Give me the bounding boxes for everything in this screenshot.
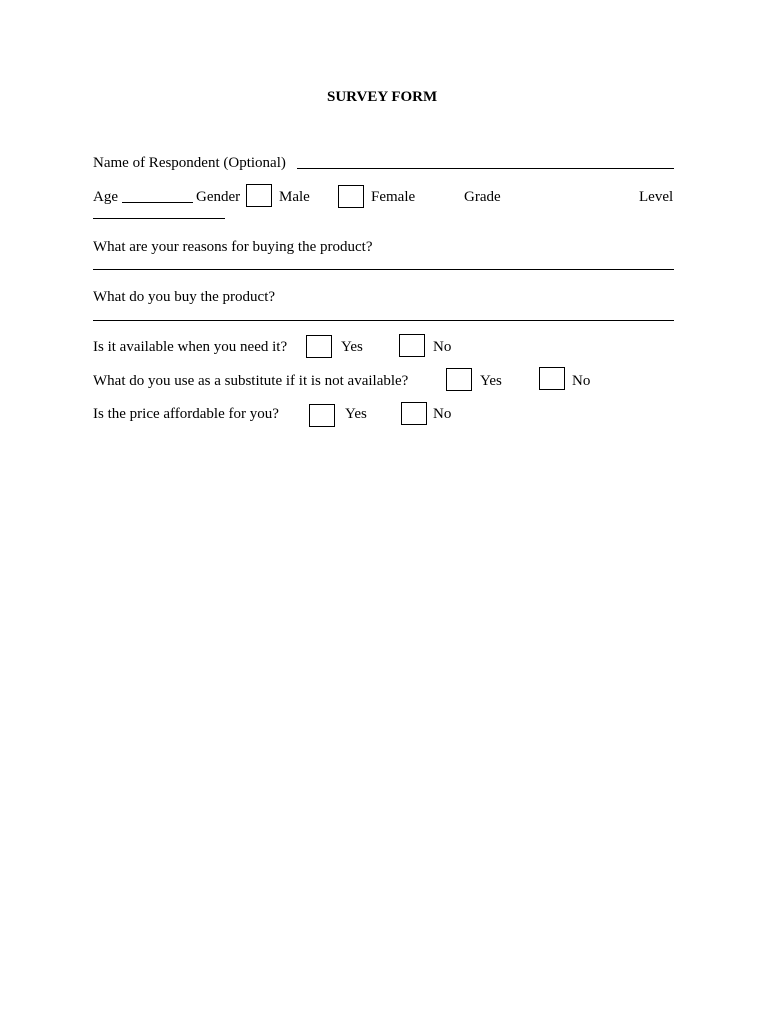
- male-label: Male: [279, 189, 310, 205]
- available-yes-checkbox[interactable]: [306, 335, 332, 358]
- price-question: Is the price affordable for you?: [93, 406, 279, 422]
- substitute-no-checkbox[interactable]: [539, 367, 565, 390]
- age-label: Age: [93, 189, 118, 205]
- level-label: Level: [639, 189, 674, 205]
- buy-question: What do you buy the product?: [93, 289, 276, 305]
- substitute-yes-label: Yes: [480, 373, 502, 389]
- available-yes-label: Yes: [341, 339, 363, 355]
- grade-level-answer-line[interactable]: [93, 218, 225, 219]
- substitute-no-label: No: [572, 373, 591, 389]
- substitute-yes-checkbox[interactable]: [446, 368, 472, 391]
- available-no-checkbox[interactable]: [399, 334, 425, 357]
- name-label: Name of Respondent (Optional): [93, 155, 286, 171]
- substitute-question: What do you use as a substitute if it is not available?: [93, 373, 409, 389]
- price-yes-checkbox[interactable]: [309, 404, 335, 427]
- price-no-label: No: [433, 406, 452, 422]
- name-answer-line[interactable]: [297, 168, 674, 169]
- gender-label: Gender: [196, 189, 241, 205]
- reasons-question: What are your reasons for buying the product?: [93, 239, 373, 255]
- price-no-checkbox[interactable]: [401, 402, 427, 425]
- female-checkbox[interactable]: [338, 185, 364, 208]
- buy-answer-line[interactable]: [93, 320, 674, 321]
- price-yes-label: Yes: [345, 406, 367, 422]
- male-checkbox[interactable]: [246, 184, 272, 207]
- grade-label: Grade: [464, 189, 501, 205]
- age-answer-line[interactable]: [122, 202, 193, 203]
- reasons-answer-line[interactable]: [93, 269, 674, 270]
- form-title: SURVEY FORM: [327, 89, 438, 105]
- available-question: Is it available when you need it?: [93, 339, 288, 355]
- available-no-label: No: [433, 339, 452, 355]
- female-label: Female: [371, 189, 416, 205]
